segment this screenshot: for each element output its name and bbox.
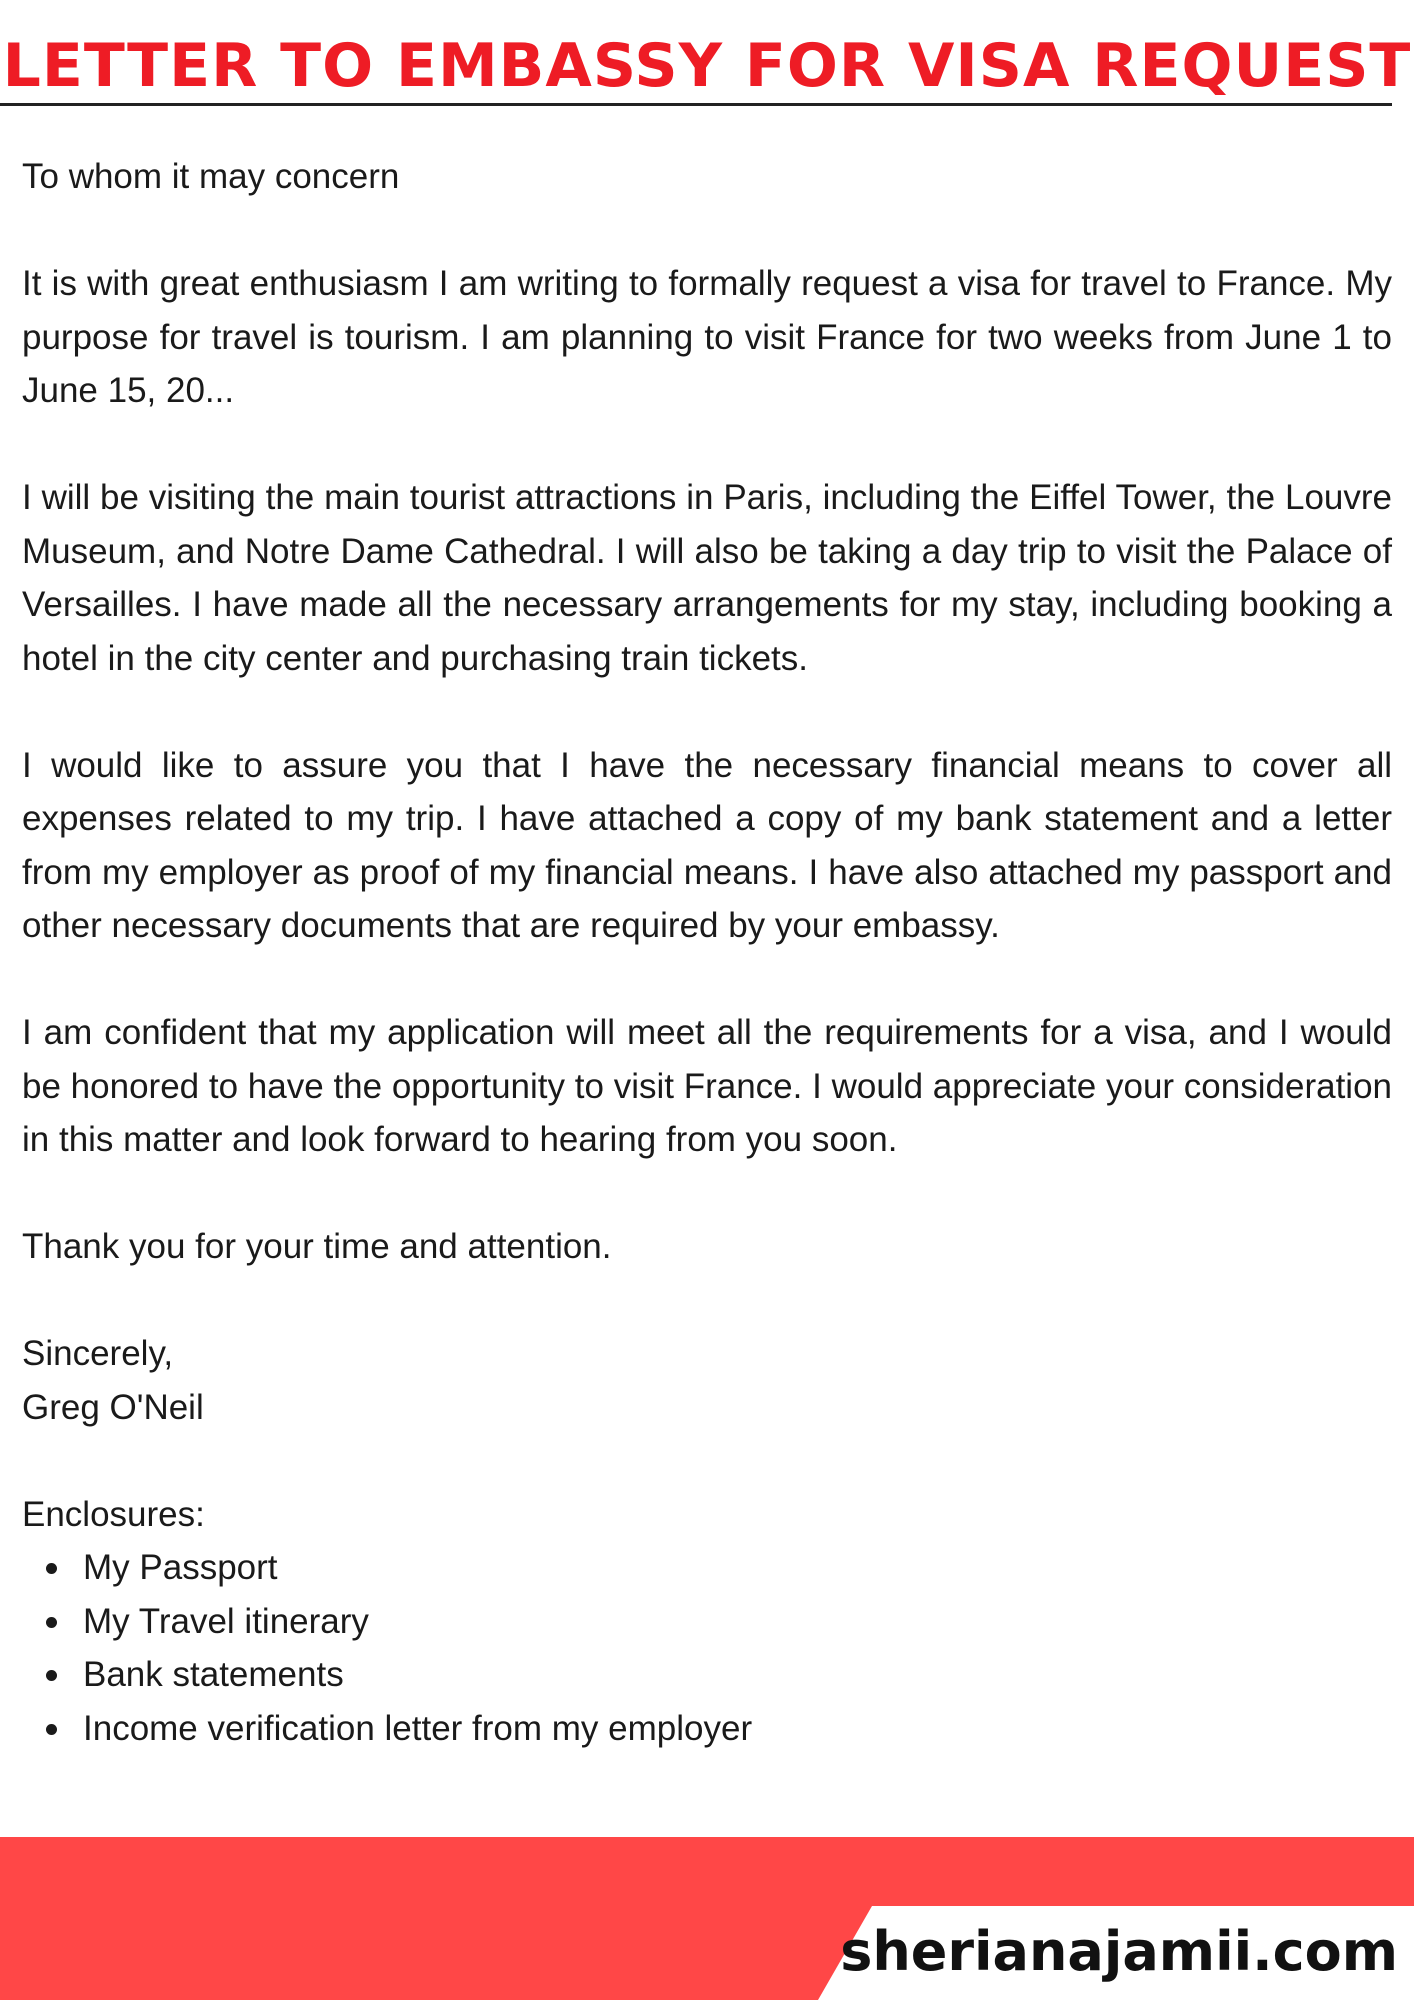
salutation: To whom it may concern (22, 157, 400, 196)
enclosures-list (22, 1541, 1392, 1755)
list-item: Bank statements (22, 1648, 1392, 1702)
enclosures-label: Enclosures: (22, 1494, 205, 1534)
closing-line: Sincerely, (22, 1334, 174, 1373)
paragraph-purpose: It is with great enthusiasm I am writing to formally request a visa for travel to France. My purpose for travel is tourism. I am planning to visit France for two weeks from June 1 to June 15, 20... (22, 264, 1392, 410)
list-item: My Passport (22, 1541, 1392, 1595)
list-item: My Travel itinerary (22, 1595, 1392, 1649)
website-label: sherianajamii.com (840, 1920, 1398, 1983)
page-title: LETTER TO EMBASSY FOR VISA REQUEST (2, 31, 1412, 101)
paragraph-itinerary: I will be visiting the main tourist attractions in Paris, including the Eiffel Tower, the Louvre Museum, and Notre Dame Cathedral. I will also be taking a day trip to visit the Palace of Versailles. I have made all the necessary arrangements for my stay, including booking a hotel in the city center and purchasing train tickets. (22, 478, 1392, 678)
paragraph-closing-request: I am confident that my application will meet all the requirements for a visa, and I would be honored to have the opportunity to visit France. I would appreciate your consideration in this matter and look forward to hearing from you soon. (22, 1013, 1392, 1159)
list-item: Income verification letter from my employer (22, 1702, 1392, 1756)
paragraph-finances: I would like to assure you that I have the necessary financial means to cover all expenses related to my trip. I have attached a copy of my bank statement and a letter from my employer as proof of my financial means. I have also attached my passport and other necessary documents that are required by your embassy. (22, 745, 1392, 945)
signature: Greg O'Neil (22, 1387, 204, 1427)
title-divider (0, 103, 1392, 106)
letter-body (22, 150, 1392, 1755)
thanks-line: Thank you for your time and attention. (22, 1227, 612, 1266)
